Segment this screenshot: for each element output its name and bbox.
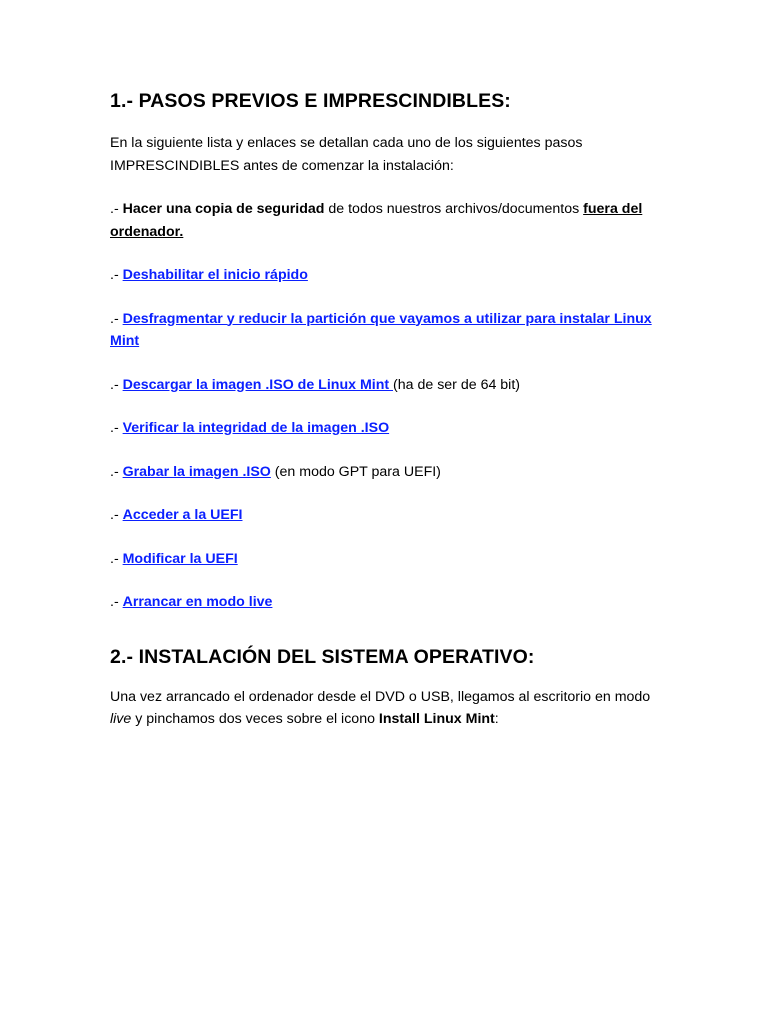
para-part-1: Una vez arrancado el ordenador desde el DVD o USB, llegamos al escritorio en modo bbox=[110, 688, 651, 705]
section-1-heading: 1.- PASOS PREVIOS E IMPRESCINDIBLES: bbox=[110, 90, 511, 112]
list-item bbox=[110, 591, 655, 614]
link-modify-uefi[interactable]: Modificar la UEFI bbox=[122, 550, 238, 567]
link-boot-live-mode[interactable]: Arrancar en modo live bbox=[122, 594, 273, 610]
item-suffix: (en modo GPT para UEFI) bbox=[270, 463, 441, 480]
section-1-intro: En la siguiente lista y enlaces se detallan cada uno de los siguientes pasos IMPRESCINDIBLES antes de comenzar la instalación: bbox=[110, 135, 583, 174]
bullet-prefix: .- bbox=[110, 594, 123, 610]
list-item bbox=[110, 308, 655, 353]
list-item bbox=[110, 548, 655, 571]
backup-bold-text: Hacer una copia de seguridad bbox=[122, 201, 325, 217]
bullet-prefix: .- bbox=[110, 201, 123, 217]
para-italic-live: live bbox=[110, 711, 132, 727]
bullet-prefix: .- bbox=[110, 267, 123, 283]
bullet-prefix: .- bbox=[110, 507, 123, 523]
list-item bbox=[110, 374, 655, 397]
link-burn-iso[interactable]: Grabar la imagen .ISO bbox=[122, 463, 271, 480]
bullet-prefix: .- bbox=[110, 310, 123, 327]
section-2-heading: 2.- INSTALACIÓN DEL SISTEMA OPERATIVO: bbox=[110, 645, 535, 668]
link-defragment-partition[interactable]: Desfragmentar y reducir la partición que vayamos a utilizar para instalar Linux Mint bbox=[110, 310, 652, 349]
para-part-3: : bbox=[494, 711, 499, 727]
item-suffix: (ha de ser de 64 bit) bbox=[393, 376, 521, 393]
bullet-prefix: .- bbox=[110, 550, 123, 567]
list-item bbox=[110, 504, 655, 527]
bullet-prefix: .- bbox=[110, 420, 123, 436]
link-verify-iso[interactable]: Verificar la integridad de la imagen .ISO bbox=[122, 420, 390, 436]
backup-item bbox=[110, 198, 655, 243]
section-2-paragraph bbox=[110, 686, 655, 731]
bullet-prefix: .- bbox=[110, 376, 123, 393]
list-item bbox=[110, 461, 655, 484]
bullet-prefix: .- bbox=[110, 463, 123, 480]
document-content bbox=[110, 86, 655, 731]
list-item bbox=[110, 264, 655, 287]
link-access-uefi[interactable]: Acceder a la UEFI bbox=[122, 507, 243, 523]
backup-emphasis-text: fuera del ordenador. bbox=[110, 201, 643, 240]
para-bold-install: Install Linux Mint bbox=[378, 711, 495, 727]
backup-middle-text: de todos nuestros archivos/documentos bbox=[324, 201, 584, 217]
link-disable-fast-startup[interactable]: Deshabilitar el inicio rápido bbox=[122, 267, 308, 283]
para-part-2: y pinchamos dos veces sobre el icono bbox=[131, 711, 379, 727]
link-download-iso[interactable]: Descargar la imagen .ISO de Linux Mint bbox=[122, 376, 394, 393]
list-item bbox=[110, 417, 655, 440]
